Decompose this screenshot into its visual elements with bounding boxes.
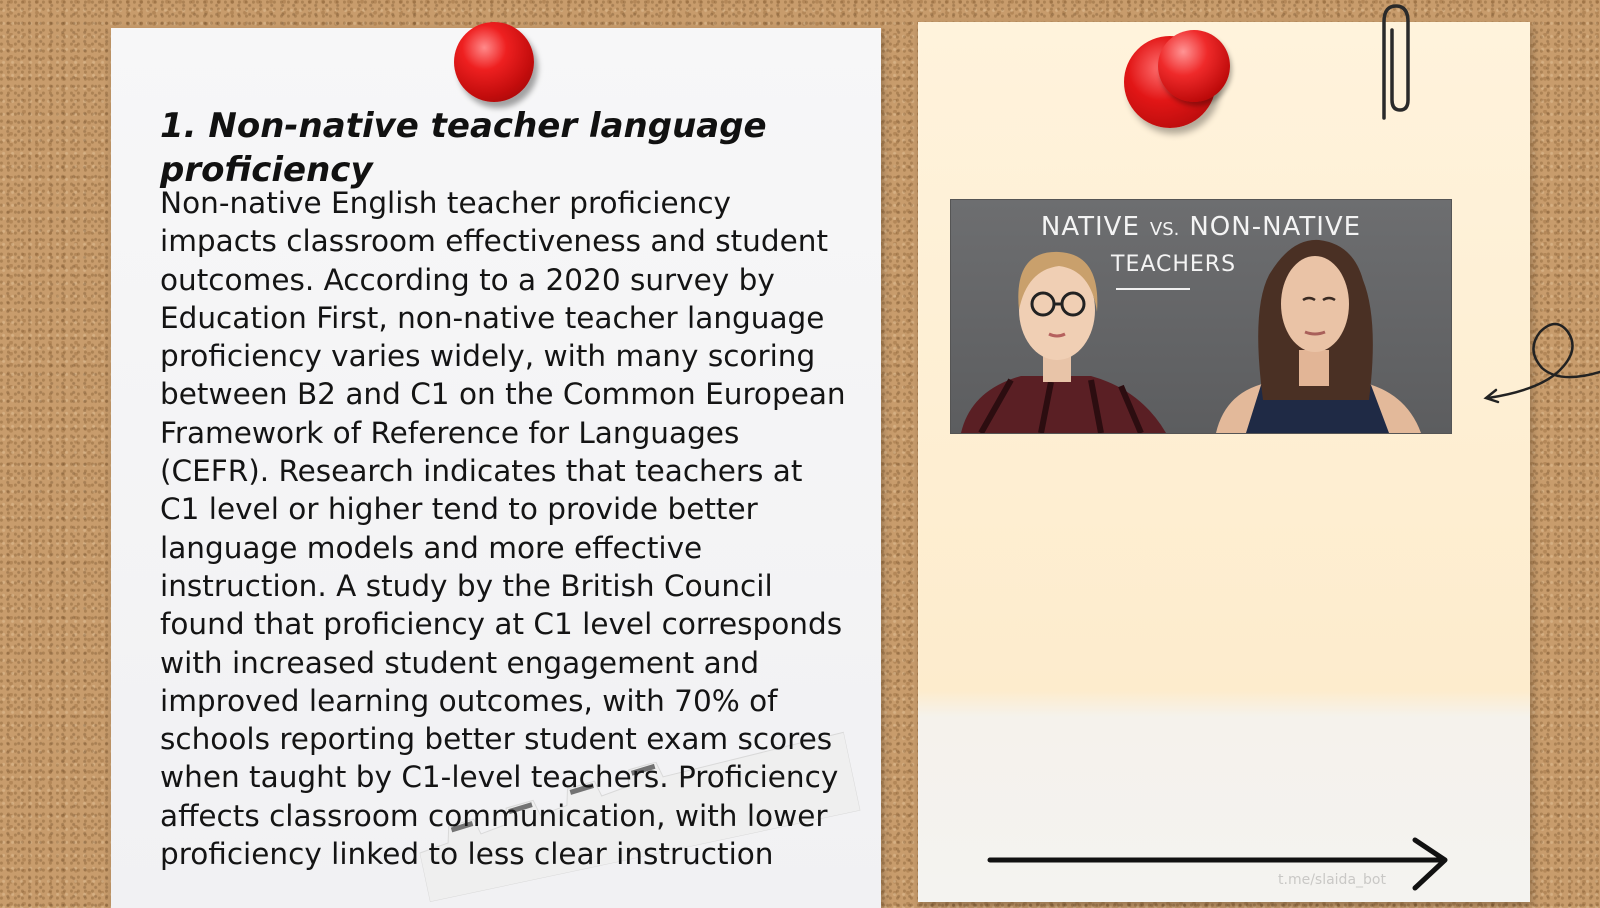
photo-subtitle: TEACHERS [1111,252,1237,277]
right-paper-note [918,22,1530,902]
slide-body-text: Non-native English teacher proficiency impacts classroom effectiveness and student outcomes. According to a 2020 survey by Education First, non-native teacher language proficiency varies widely, with many scoring between B2 and C1 on the Common European Framework of Reference for Languages (CEFR). Research indicates that teachers at C1 level or higher tend to provide better language models and more effective instruction. A study by the British Council found that proficiency at C1 level corresponds with increased student engagement and improved learning outcomes, with 70% of schools reporting better student exam scores when taught by C1-level teachers. Proficiency affects classroom communication, with lower proficiency linked to less clear instruction [160,186,846,872]
slide-heading: 1. Non-native teacher language proficiency [160,106,767,190]
watermark-text: t.me/slaida_bot [1278,872,1386,888]
photo-title [951,212,1451,242]
photo-underline [1116,288,1190,290]
photo-title-vs: VS. [1149,219,1180,240]
red-pushpin-icon [454,22,534,102]
native-vs-non-native-photo [950,199,1452,434]
red-pushpin-icon [1158,30,1230,102]
photo-title-non-native: NON-NATIVE [1189,212,1362,242]
photo-title-native: NATIVE [1040,212,1140,242]
paper-clip-icon [1370,0,1420,125]
doodle-loop-arrow-icon [1480,310,1600,410]
